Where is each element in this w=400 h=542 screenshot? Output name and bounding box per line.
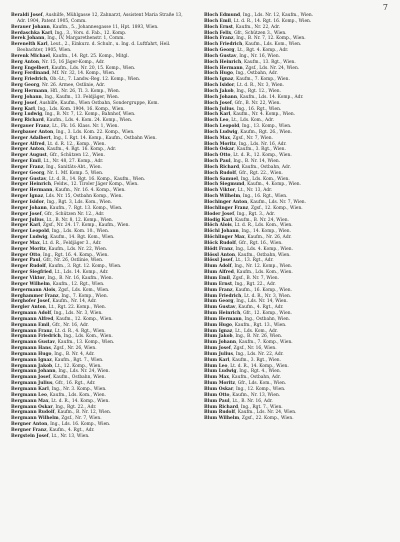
entry-name: Blochinger Anton bbox=[204, 200, 248, 205]
entry-name: Bloder Josef bbox=[204, 211, 235, 217]
entry-details: , Lt. d. R. 12., Komp., Wien. bbox=[44, 141, 106, 147]
entry-name: Bloch Wilhelm bbox=[204, 194, 241, 200]
entry-name: Bergmann Franz bbox=[11, 328, 53, 334]
entry-name: Bloch Paul bbox=[204, 159, 231, 165]
entry-details: , Mf. Nr. 32, 14. Komp., Wien. bbox=[49, 71, 116, 77]
entry-name: Berg Ludwig bbox=[11, 112, 43, 118]
entry-details: , Kaufm., Lds. Kom., Wien. bbox=[233, 270, 293, 276]
entry-details: , Ing., Lds. Nr. 24, Wien. bbox=[55, 369, 110, 375]
entry-details: , Ing., B. Nr. 16, Kaufm., Wien. bbox=[44, 275, 114, 281]
entry-details: , Kaufm., 14. Rgt. Kom., Wien. bbox=[47, 235, 115, 241]
entry-details: , Gfr., Rgt. 16., Wien. bbox=[235, 240, 283, 246]
page-number: 7 bbox=[382, 3, 388, 12]
entry-details: , Ing., I. Rgt. 14. Komp., Kaufm., Ostbahn Wien. bbox=[50, 135, 157, 141]
entry-details: , Aushilfe, Kaufm., Wien Ostbahn, Sondergruppe, Kom. bbox=[36, 100, 159, 106]
entry-name: Berenelth Karl bbox=[11, 42, 48, 48]
entry-name: Bergmann Gustav bbox=[11, 340, 55, 346]
entry-details: , Zgsf., Nr. 16, Wien. bbox=[230, 346, 277, 352]
entry-details: , Kaufm., 4. Rgt., Adr. bbox=[46, 427, 95, 433]
entry-name: Bloch Jakob bbox=[204, 88, 234, 94]
entry-name: Berger Moritz bbox=[11, 246, 46, 252]
entry-name: Berger Julius bbox=[11, 217, 44, 223]
entry-name: Blum Leo bbox=[204, 363, 228, 369]
entry-details: , Ing., 7. Komp., Wien. bbox=[58, 293, 109, 299]
entry-details: , Hfl., Nr. 26, Tl. 3. Komp., Wien. bbox=[47, 88, 121, 94]
entry-details: , Ing., Lds. Nr. 12, Kaufm., Wien. bbox=[240, 13, 314, 18]
entry-details: , Kaufm., 4. Rgt. 16. Komp., Adr. bbox=[44, 147, 117, 153]
entry-details: , Ing., Ostbahn, Adr. bbox=[232, 71, 278, 77]
entry-name: Blöck Rudolf bbox=[204, 240, 236, 246]
entry-details: , Kaufm., Nr. 14, Adr. bbox=[49, 299, 97, 305]
entry-details: , Kaufm., Ostbahn, Adr. bbox=[228, 375, 281, 381]
entry-details: , Kaufm., Rgt. 26., Wien. bbox=[237, 129, 292, 135]
entry-details: , Kaufm., 7. Komp., Wien. bbox=[233, 77, 290, 83]
entry-details: , Ing., Sanitäts-Abt., Wien. bbox=[43, 164, 102, 170]
entry-details: , Kaufm., B. Nr. 24, Wien. bbox=[232, 217, 289, 223]
entry-name: Bloch Otto bbox=[204, 153, 231, 159]
entry-name: Blum Richard bbox=[204, 404, 239, 410]
entry-details: , Ing., B. Nr. 7, 12. Komp., Bahnhof, Wien. bbox=[42, 112, 136, 118]
entry-details: , Ing., Ostbahn, Wien. bbox=[241, 316, 291, 322]
entry-name: Berger Adalbert bbox=[11, 135, 51, 141]
entry-name: Berger Wilhelm bbox=[11, 281, 50, 287]
entry-name: Bergermann Alois bbox=[11, 287, 56, 293]
entry-name: Bergmann Jakob bbox=[11, 363, 53, 369]
directory-entry bbox=[11, 13, 189, 25]
entry-name: Bergmann Ignaz bbox=[11, 357, 52, 363]
entry-details: , Gfr., Rgt. 22., Wien. bbox=[236, 170, 283, 176]
entry-name: Bloch Julius bbox=[204, 106, 234, 112]
entry-details: , Kaufm., Lds. Kom., Wien. bbox=[242, 42, 302, 48]
entry-name: Bloch Johann bbox=[204, 94, 238, 100]
entry-details: , Zgsf., Lds. Nr. 24, Wien. bbox=[242, 65, 300, 71]
entry-details: , Ing., Lds. Kom. 10., Wien. bbox=[48, 229, 110, 235]
entry-details: , Ing., 3., Vors. d. Fab., 12. Komp. bbox=[52, 30, 127, 36]
entry-details: , Gfr., 12. Komp., Wien. bbox=[240, 311, 292, 317]
entry-details: , Ing., Kaufm., 13. Feldjäger, Wien. bbox=[41, 94, 120, 100]
entry-name: Bergler Anton bbox=[11, 305, 46, 311]
entry-details: , Gfr., Lds. Kom., Wien. bbox=[234, 381, 287, 387]
entry-details: , Ing., 16. Rgt., Wien. bbox=[240, 194, 288, 200]
entry-details: , Kaufm., Nr. 22, Adr. bbox=[232, 24, 281, 30]
entry-name: Bloch Isidor bbox=[204, 83, 235, 89]
entry-details: , Ing., Rgt. 3, Lds. Kom., Wien. bbox=[43, 200, 113, 205]
entry-name: Blum Ludwig bbox=[204, 369, 237, 375]
entry-details: , Ing., IV, Margarethenstr. 1, Comm. bbox=[44, 36, 125, 42]
entry-name: Bergmann Rudolf bbox=[11, 410, 55, 416]
entry-details: , Ing., Nr. 12. Komp., Wien. bbox=[231, 264, 293, 270]
entry-details: , Zgsf., Lds. Kom., Wien. bbox=[55, 287, 110, 293]
entry-name: Bergner Anton bbox=[11, 422, 48, 428]
entry-name: Berg Johann bbox=[11, 94, 42, 100]
entry-name: Berg Engelbert bbox=[11, 65, 49, 71]
entry-name: Bloch Samuel bbox=[204, 176, 238, 182]
directory-entry bbox=[11, 434, 189, 440]
entry-details: , Ing., Lds. Kom., Wien. bbox=[60, 334, 113, 340]
entry-details: , Lt. d. R., Lds. Kom., Wien. bbox=[231, 223, 293, 229]
entry-details: , Kaufm., 5., Johannesgasse 11, Hpt. 1893, Wien. bbox=[49, 24, 159, 30]
entry-details: , Kaufm., Ostbahn, Adr. bbox=[239, 164, 291, 170]
entry-details: , Lt., Nr. 48, 27. Komp., Adr. bbox=[40, 159, 104, 165]
entry-details: , Ing., 14. Komp., Wien. bbox=[238, 229, 291, 235]
entry-details: , Kaufm., Lds. Nr. 22, Wien. bbox=[45, 246, 108, 252]
entry-name: Blum Oskar bbox=[204, 387, 234, 392]
entry-name: Berger Paul bbox=[11, 258, 41, 264]
entry-details: , Ing., 12. Komp., Wien. bbox=[233, 387, 286, 392]
entry-details: , Ing., Lds. Nr. 16, Adr. bbox=[235, 141, 287, 147]
entry-name: Berger Leopold bbox=[11, 229, 49, 235]
entry-details: , Ing., Rgt. 3., Adr. bbox=[234, 211, 276, 217]
entry-details: , Lt. d. R., 14. Komp., Wien. bbox=[227, 363, 289, 369]
entry-name: Bergmann Hugo bbox=[11, 351, 52, 357]
entry-details: , Kaufm., 3. Rgt. 12. Komp., Wien. bbox=[45, 264, 122, 270]
entry-details: , Ing., Rgt. 16. 4. Komp., Wien. bbox=[40, 252, 109, 258]
entry-name: Berger Rudolf bbox=[11, 264, 46, 270]
entry-details: , Kaufm., Lds. Nr. 20, 15. Komp., Wien. bbox=[48, 65, 136, 71]
entry-details: , Lt., 13. Rgt., Adr. bbox=[232, 258, 274, 264]
entry-details: , Lt. d. R., 14. Rgt. 16. Komp., Kaufm., Wien. bbox=[46, 176, 146, 182]
entry-details: , Ing., B. Nr. 26, Wien. bbox=[232, 334, 283, 340]
entry-details: , Kaufm., Ostbahn, Wien. bbox=[235, 252, 291, 258]
entry-name: Blum Ernst bbox=[204, 281, 232, 287]
entry-name: Bloch Georg bbox=[204, 48, 235, 54]
entry-details: , Kaufm., 3. Rgt., Wien. bbox=[234, 147, 286, 153]
entry-details: , Lt. d. R., 14. Komp., Wien. bbox=[48, 398, 110, 404]
entry-details: , Kaufm., Lds. Kom., Wien. bbox=[46, 392, 106, 398]
entry-details: , Kaufm., Nr. 26, Adr. bbox=[244, 235, 292, 241]
entry-name: Bloch Leopold bbox=[204, 124, 240, 130]
entry-details: , Ing., Nr. 16, Wien. bbox=[236, 53, 281, 59]
entry-details: , Kaufm., 7. Rgt. 13. Komp., Wien. bbox=[46, 205, 123, 211]
entry-name: Blöchl Johann bbox=[204, 229, 239, 235]
entry-name: Bloch Moritz bbox=[204, 141, 236, 147]
entry-name: Blum Adolf bbox=[204, 264, 232, 270]
entry-details: , Kaufm., 4. Komp., Wien. bbox=[244, 182, 301, 188]
entry-name: Bloch Emil bbox=[204, 18, 231, 24]
entry-details: , Nr. 26. Armee, Ostlinie, Adr. bbox=[39, 83, 105, 89]
entry-name: Blum Wilhelm bbox=[204, 416, 240, 422]
entry-details: , Lt. d. R., 4. Rgt., Wien. bbox=[52, 328, 106, 334]
entry-details: , Kaufm., 7. Komp., Wien. bbox=[236, 340, 293, 346]
entry-name: Berger Franz bbox=[11, 164, 44, 170]
entry-name: Bloch Felix bbox=[204, 30, 232, 36]
entry-name: Berger Johann bbox=[11, 205, 47, 211]
entry-name: Bergmann Alfred bbox=[11, 316, 54, 322]
entry-name: Bloch Ignaz bbox=[204, 77, 234, 83]
entry-name: Berg Anton bbox=[11, 59, 40, 65]
entry-name: Berger Heinrich bbox=[11, 182, 52, 188]
entry-details: , Kaufm., 16. Komp., Wien. bbox=[232, 287, 292, 293]
entry-name: Blum Emil bbox=[204, 275, 230, 281]
entry-name: Bloch Richard bbox=[204, 164, 239, 170]
entry-details: , Kaufm., 12. Rgt., Wien. bbox=[49, 281, 105, 287]
entry-name: Bergmann Oskar bbox=[11, 404, 53, 410]
entry-details: , Leut., 2., Einkurz. d. Schulr., u. Ing. d. Luftfahrt, Heil. Beobachter, 1905, Wien. bbox=[17, 42, 171, 54]
entry-name: Bloch Viktor bbox=[204, 188, 235, 194]
entry-name: Berg Josef bbox=[11, 100, 37, 106]
entry-name: Berg Georg bbox=[11, 83, 40, 89]
entry-name: Blössl Josef bbox=[204, 258, 233, 264]
entry-name: Bergmann Karl bbox=[11, 387, 49, 392]
entry-name: Bloch Friedrich bbox=[204, 42, 243, 48]
entry-details: , Ing., Rgt. 4., Wien. bbox=[236, 369, 282, 375]
entry-details: , Zgsf., Nr. 7, Wien. bbox=[58, 416, 102, 422]
entry-name: Blum Otto bbox=[204, 392, 230, 398]
entry-name: Berger Alfred bbox=[11, 141, 45, 147]
entry-details: , Lt., Nr. 13, Wien. bbox=[48, 433, 90, 439]
entry-name: Bergstein Josef bbox=[11, 433, 49, 439]
entry-details: , Ing., Lds. 4. Komp., Wien. bbox=[232, 246, 293, 252]
entry-name: Bergmann Leo bbox=[11, 392, 47, 398]
entry-name: Bloch Josef bbox=[204, 100, 232, 106]
entry-name: Blum Hermann bbox=[204, 316, 242, 322]
entry-details: , Ing., Rgt. 22., Adr. bbox=[232, 281, 276, 287]
entry-name: Bloch Franz bbox=[204, 36, 234, 42]
left-column bbox=[11, 13, 189, 440]
entry-name: Bergmann Friedrich bbox=[11, 334, 61, 340]
entry-name: Berger Gustav bbox=[11, 176, 47, 182]
entry-name: Berger Emil bbox=[11, 159, 41, 165]
entry-details: , Lt., B. Nr. 16, Adr. bbox=[229, 398, 273, 404]
entry-details: , Nr. 15, 16 Jäger-Komp., Adr. bbox=[39, 59, 105, 65]
entry-name: Bergauer Franz bbox=[11, 124, 50, 130]
entry-name: Berger Otto bbox=[11, 252, 41, 258]
entry-details: , Lt. d. R., Nr. 3, Wien. bbox=[234, 83, 284, 89]
entry-name: Blum Alfred bbox=[204, 270, 234, 276]
entry-details: , Ing., Lds. Kom., Wien. bbox=[237, 176, 290, 182]
entry-name: Berek Johann bbox=[11, 36, 45, 42]
entry-name: Berger Georg bbox=[11, 170, 45, 176]
entry-details: , Ing., B. Nr. 14, Wien. bbox=[230, 159, 281, 165]
entry-details: , Lt., Nr. 13, Adr. bbox=[234, 188, 273, 194]
entry-name: Berghofer Josef bbox=[11, 299, 50, 305]
entry-details: , Kaufm., 14. Rgt. 25. Komp., Mitgl. bbox=[49, 53, 129, 59]
entry-name: Bloch Leo bbox=[204, 118, 229, 124]
entry-name: Berger Isidor bbox=[11, 200, 44, 205]
entry-details: , Kaufm., Nr. 13, Wien. bbox=[229, 392, 281, 398]
entry-details: , Ing., Rgt. 22., Adr. bbox=[52, 404, 97, 410]
entry-name: Berg Hermann bbox=[11, 88, 48, 94]
entry-name: Blochlinger Franz bbox=[204, 205, 249, 211]
entry-name: Bergner Franz bbox=[11, 427, 47, 433]
entry-name: Bloch Rudolf bbox=[204, 170, 236, 176]
entry-name: Bergmann Julius bbox=[11, 381, 53, 387]
entry-name: Berger Ludwig bbox=[11, 235, 48, 241]
entry-name: Bergmann Adolf bbox=[11, 311, 52, 317]
entry-name: Blum Franz bbox=[204, 287, 233, 293]
entry-details: , Lt., Fk. 16. Klass. Nr. 1, Wien. bbox=[49, 124, 119, 130]
entry-details: , Ing., Rgt. 12., Wien. bbox=[233, 88, 281, 94]
entry-details: , Lt., Rgt. 4. Komp., Adr. bbox=[234, 48, 289, 54]
entry-details: , Zgsf., Nr. 24. 17. Komp., Kaufm., Wien. bbox=[40, 223, 130, 229]
entry-name: Berg Friedrich bbox=[11, 77, 48, 83]
entry-name: Blum Johann bbox=[204, 340, 237, 346]
entry-details: , Kaufm., Lds. 14. Komp., Adr. bbox=[237, 94, 304, 100]
entry-details: , Ing., 3. Lds. Kom. 22. Komp., Wien. bbox=[53, 129, 135, 135]
entry-name: Bloch Siegmund bbox=[204, 182, 245, 188]
entry-details: , Gfr., Nr. 16, Adr. bbox=[49, 322, 89, 328]
entry-name: Bergbauer Anton bbox=[11, 129, 54, 135]
entry-details: , Kaufm., Nr. 16. 4. Komp., Wien. bbox=[52, 188, 126, 194]
entry-details: , Kaufm., Rgt. 7., Wien. bbox=[51, 357, 104, 363]
entry-name: Blum Karl bbox=[204, 357, 230, 363]
entry-details: , Kaufm., Lds. Nr. 7, Wien. bbox=[247, 200, 307, 205]
entry-details: , Gfr., B. Nr. 22, Wien. bbox=[231, 100, 281, 106]
entry-name: Bloch Edmund bbox=[204, 13, 241, 18]
directory-entry bbox=[11, 42, 189, 54]
entry-name: Blöch Alois bbox=[204, 223, 232, 229]
entry-name: Blum Josef bbox=[204, 346, 231, 352]
entry-name: Bergmann Hans bbox=[11, 346, 51, 352]
entry-details: , Kaufm., 4. Rgt., Adr. bbox=[235, 305, 284, 311]
entry-name: Bloch Gustav bbox=[204, 53, 237, 59]
entry-details: , Kaufm., Lds. Nr. 24, Wien. bbox=[235, 410, 297, 416]
entry-name: Blum Ignaz bbox=[204, 328, 233, 334]
entry-name: Blum Jakob bbox=[204, 334, 233, 340]
entry-details: , Gfr., Nr. 26, Ostlinie, Wien. bbox=[40, 258, 104, 264]
entry-details: , Zgsf., 12. Komp., Wien. bbox=[248, 205, 303, 211]
entry-details: , Gfr., 16. Rgt., Adr. bbox=[52, 381, 96, 387]
entry-name: Bloch Oskar bbox=[204, 147, 235, 153]
entry-details: , Lt., 12. Komp., Wien. bbox=[52, 363, 102, 369]
entry-name: Bloch Heinrich bbox=[204, 59, 242, 65]
entry-name: Blum Julius bbox=[204, 351, 233, 357]
entry-details: , Lt., B. Nr. 8, 12. Komp., Wien. bbox=[43, 217, 114, 223]
entry-name: Blum Georg bbox=[204, 299, 234, 305]
entry-details: , Ing., 16. Rgt., Wien. bbox=[233, 106, 282, 112]
entry-name: Berger Anton bbox=[11, 147, 45, 153]
entry-details: , Ing., Rgt. 7., Wien. bbox=[238, 404, 283, 410]
entry-details: , Ing., 13. Komp., Wien. bbox=[239, 124, 292, 130]
entry-name: Blum Friedrich bbox=[204, 293, 242, 299]
entry-name: Blödt Franz bbox=[204, 246, 233, 252]
entry-name: Bergmann Johann bbox=[11, 369, 56, 375]
entry-name: Blum Heinrich bbox=[204, 311, 241, 317]
entry-name: Berger August bbox=[11, 153, 47, 159]
entry-name: Berger Max bbox=[11, 240, 40, 246]
entry-details: , Kaufm., Ostbahn, Wien. bbox=[50, 375, 106, 381]
entry-details: , Gfr., Schützen Nr. 12., Adr. bbox=[41, 211, 105, 217]
entry-details: , Ing., Lds. Nr. 3, Wien. bbox=[51, 311, 103, 317]
right-column bbox=[204, 13, 382, 422]
entry-details: , Lt. d. R., Feldjäger 3., Adr. bbox=[39, 240, 102, 246]
entry-name: Berdaschka Karl bbox=[11, 30, 52, 36]
entry-details: , Zgsf., B. Nr. 7, Wien. bbox=[229, 275, 280, 281]
entry-details: , Feldw., 12. Tiroler Jäger Komp., Wien. bbox=[51, 182, 139, 188]
entry-name: Bloch Karl bbox=[204, 112, 231, 118]
entry-name: Blössl Anton bbox=[204, 252, 236, 258]
entry-name: Blum Paul bbox=[204, 398, 230, 404]
entry-name: Blum Moritz bbox=[204, 381, 235, 387]
entry-name: Beraldi Josef bbox=[11, 13, 43, 18]
entry-name: Berg Richard bbox=[11, 118, 44, 124]
entry-details: , Kaufm., 13. Komp., Wien. bbox=[54, 340, 115, 346]
entry-name: Blum Gustav bbox=[204, 305, 236, 311]
entry-name: Berger Josef bbox=[11, 211, 42, 217]
entry-name: Berger Siegfried bbox=[11, 270, 52, 276]
entry-details: , Lt., Lds. Kom., Adr. bbox=[228, 118, 274, 124]
entry-name: Blum Rudolf bbox=[204, 410, 236, 416]
entry-details: , Lt. d. R., 12. Komp., Wien. bbox=[230, 153, 292, 159]
entry-details: , Ob.-Lt., 7. Landw.-Reg. 12. Komp., Wien. bbox=[47, 77, 141, 83]
entry-details: , Ing., Lds. 16. Komp., Wien. bbox=[47, 422, 111, 428]
entry-details: , Ing., B. Nr. 7, 12. Komp., Wien. bbox=[233, 36, 306, 42]
entry-name: Bloch Ernst bbox=[204, 24, 233, 30]
entry-name: Bergmann Max bbox=[11, 398, 49, 404]
entry-name: Berger Karl bbox=[11, 223, 41, 229]
entry-details: , Aushilfe, Mühlgasse 12, Zahnarzt, Assistent Maria Straße 13, Adr. 1904, Patent 1905, Comm. bbox=[17, 13, 183, 24]
entry-details: , Kaufm., Nr. 4. Komp., Wien. bbox=[230, 112, 296, 118]
entry-details: , Gfr., Schützen 3., Wien. bbox=[231, 30, 287, 36]
entry-name: Berenk Michael bbox=[11, 53, 50, 59]
entry-name: Berg Ferdinand bbox=[11, 71, 50, 77]
entry-details: , Ing., Lds. Nr. 22, Adr. bbox=[232, 351, 284, 357]
entry-name: Bergmann Josef bbox=[11, 375, 51, 381]
entry-details: , Lt., Lds. 14. Komp., Adr. bbox=[51, 270, 109, 276]
entry-details: , Lt., Rgt. 22. Komp., Wien. bbox=[45, 305, 107, 311]
entry-name: Bloch Hermann bbox=[204, 65, 243, 71]
entry-name: Berg Karl bbox=[11, 106, 35, 112]
entry-details: , Ing., Lds. Kom. 1904, 16. Komp., Wien. bbox=[34, 106, 125, 112]
entry-details: , Kaufm., 12. Komp., Wien. bbox=[53, 316, 113, 322]
entry-details: , Lt. d. R., Nr. 3, Wien. bbox=[241, 293, 292, 299]
entry-details: , Kaufm., B. Nr. 12, Wien. bbox=[54, 410, 112, 416]
entry-name: Berghammer Franz bbox=[11, 293, 59, 299]
entry-details: , Zgsf., 22. Komp., Wien. bbox=[239, 416, 294, 422]
entry-details: , Kaufm., 3. Rgt., Wien. bbox=[229, 357, 282, 363]
entry-name: Blöchlinger Max bbox=[204, 235, 245, 241]
entry-name: Bloch Hugo bbox=[204, 71, 233, 77]
entry-details: , Ing., Nr. 3. Komp., Wien. bbox=[48, 387, 107, 392]
entry-name: Berauer Johann bbox=[11, 24, 50, 30]
entry-name: Bergmann Emil bbox=[11, 322, 50, 328]
entry-details: , Lt. d. R., 14. Rgt. 16. Komp., Wien. bbox=[230, 18, 312, 24]
directory-entry bbox=[204, 416, 382, 422]
entry-details: , Zgsf., Nr. 7, Wien. bbox=[229, 135, 273, 141]
entry-details: , Kaufm., Rgt. 13., Wien. bbox=[231, 322, 287, 328]
entry-details: , Lt., Lds. Kom., Adr. bbox=[232, 328, 278, 334]
entry-details: , Kaufm., Lds. 4. Kom. 24. Komp., Wien. bbox=[43, 118, 133, 124]
entry-details: , Nr. 1. Mf. Komp. 5, Wien. bbox=[44, 170, 104, 176]
entry-details: , Ing., Lds. Nr. 14, Wien. bbox=[233, 299, 288, 305]
entry-name: Berger Hermann bbox=[11, 188, 53, 194]
entry-details: , Kaufm., 13. Rgt., Wien. bbox=[241, 59, 296, 65]
entry-name: Bloch Max bbox=[204, 135, 230, 141]
entry-details: , Lds. Nr. 15, Ostbahn Komp., Wien. bbox=[43, 194, 123, 200]
entry-name: Blum Max bbox=[204, 375, 229, 381]
entry-name: Blodig Karl bbox=[204, 217, 233, 223]
entry-details: , Gfr., Schützen 12., Wien. bbox=[46, 153, 105, 159]
entry-name: Berger Viktor bbox=[11, 275, 45, 281]
entry-name: Berger Ignaz bbox=[11, 194, 44, 200]
entry-details: , Ing., B. Nr. 4, Adr. bbox=[51, 351, 95, 357]
entry-details: , Zgsf., Nr. 26, Wien. bbox=[50, 346, 97, 352]
entry-name: Blum Hugo bbox=[204, 322, 232, 328]
entry-name: Bloch Ludwig bbox=[204, 129, 238, 135]
entry-name: Bergmann Wilhelm bbox=[11, 416, 59, 422]
